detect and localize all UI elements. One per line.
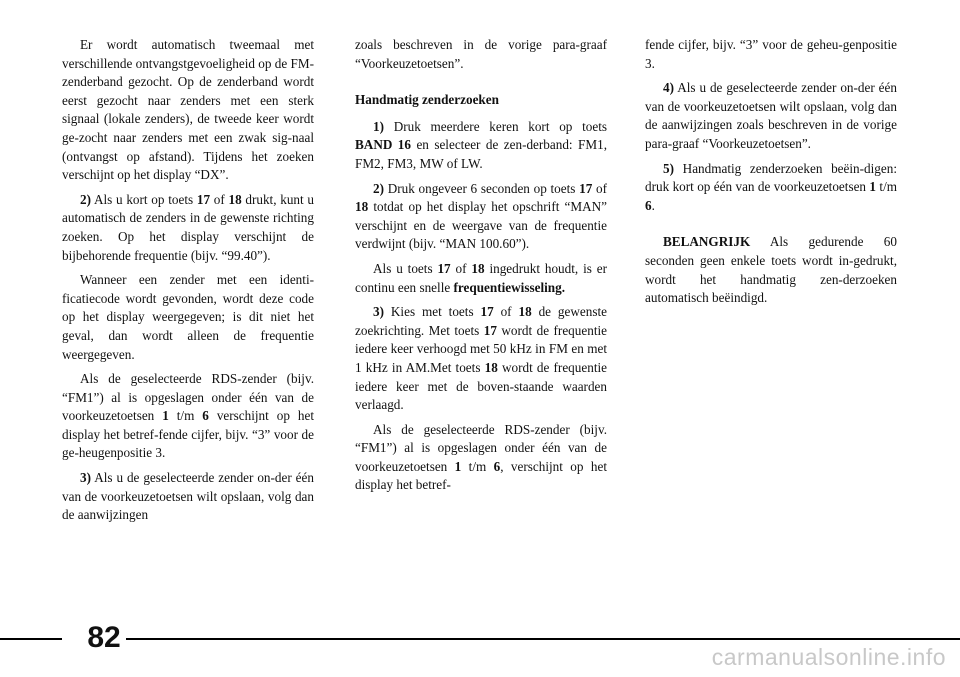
paragraph: 3) Als u de geselecteerde zender on-der één van de voorkeuzetoetsen wilt opslaan, volg dan de aanwijzingen bbox=[62, 470, 314, 523]
page-number: 82 bbox=[87, 621, 121, 654]
step-number: 1) bbox=[373, 118, 384, 134]
paragraph: Als de geselecteerde RDS-zender (bijv. “FM1”) al is opgeslagen onder één van de voorkeuzetoetsen 1 t/m 6 verschijnt op het display het betref-fende cijfer, bijv. “3” voor de ge-heugenpositie 3. bbox=[62, 371, 314, 461]
footer-rule-right bbox=[126, 638, 960, 640]
paragraph: 2) Druk ongeveer 6 seconden op toets 17 of 18 totdat op het display het opschrift “MAN” verschijnt en de weergave van de frequentie verdwijnt (bijv. “MAN 100.60”). bbox=[355, 180, 607, 252]
step-number: 3) bbox=[373, 304, 384, 320]
important-note: BELANGRIJK Als gedurende 60 seconden geen enkele toets wordt in-gedrukt, wordt het handmatig zen-derzoeken automatisch beëindigd. bbox=[645, 234, 897, 306]
step-number: 4) bbox=[663, 80, 674, 96]
paragraph: Als de geselecteerde RDS-zender (bijv. “FM1”) al is opgeslagen onder één van de voorkeuzetoetsen 1 t/m 6, verschijnt op het display het betref- bbox=[355, 421, 607, 493]
footer-rule-left bbox=[0, 638, 62, 640]
step-number: 5) bbox=[663, 160, 674, 176]
paragraph: zoals beschreven in de vorige para-graaf “Voorkeuzetoetsen”. bbox=[355, 37, 607, 71]
paragraph: fende cijfer, bijv. “3” voor de geheu-genpositie 3. bbox=[645, 37, 897, 71]
column-2 bbox=[355, 36, 607, 501]
paragraph: Wanneer een zender met een identi-ficatiecode wordt gevonden, wordt deze code op het display weergegeven; is dit niet het geval, dan wordt alleen de frequentie weergegeven. bbox=[62, 272, 314, 362]
paragraph: 2) Als u kort op toets 17 of 18 drukt, kunt u automatisch de zenders in de gewenste richting zoeken. Op het display verschijnt de bijbehorende frequentie (bijv. “99.40”). bbox=[62, 191, 314, 263]
paragraph: 5) Handmatig zenderzoeken beëin-digen: druk kort op één van de voorkeuzetoetsen 1 t/m 6. bbox=[645, 160, 897, 213]
section-heading: Handmatig zenderzoeken bbox=[355, 92, 499, 108]
paragraph: Als u toets 17 of 18 ingedrukt houdt, is er continu een snelle frequentiewisseling. bbox=[355, 260, 607, 295]
paragraph: 3) Kies met toets 17 of 18 de gewenste zoekrichting. Met toets 17 wordt de frequentie iedere keer verhoogd met 50 kHz in FM en met 1 kHz in AM.Met toets 18 wordt de frequentie iedere keer met de boven-staande waarden verlaagd. bbox=[355, 304, 607, 413]
paragraph: 4) Als u de geselecteerde zender on-der één van de voorkeuzetoetsen wilt opslaan, volg dan de aanwijzingen zoals beschreven in de vorige para-graaf “Voorkeuzetoetsen”. bbox=[645, 80, 897, 151]
step-number: 2) bbox=[373, 180, 384, 196]
column-3 bbox=[645, 36, 897, 314]
column-1 bbox=[62, 36, 314, 531]
important-label: BELANGRIJK bbox=[663, 234, 751, 250]
step-number: 2) bbox=[80, 191, 91, 207]
paragraph: Er wordt automatisch tweemaal met verschillende ontvangstgevoeligheid op de FM-zenderband gezocht. Op de zenderband wordt eerst gezocht naar zenders met een sterk signaal (lokale zenders), de tweede keer wordt ge-zocht naar zenders met een zwak sig-naal (ontvangst op afstand). Tijdens het zoeken verschijnt op het display “DX”. bbox=[62, 37, 314, 183]
watermark: carmanualsonline.info bbox=[711, 644, 946, 670]
paragraph: 1) Druk meerdere keren kort op toets BAND 16 en selecteer de zen-derband: FM1, FM2, FM3, MW of LW. bbox=[355, 118, 607, 171]
step-number: 3) bbox=[80, 470, 91, 486]
